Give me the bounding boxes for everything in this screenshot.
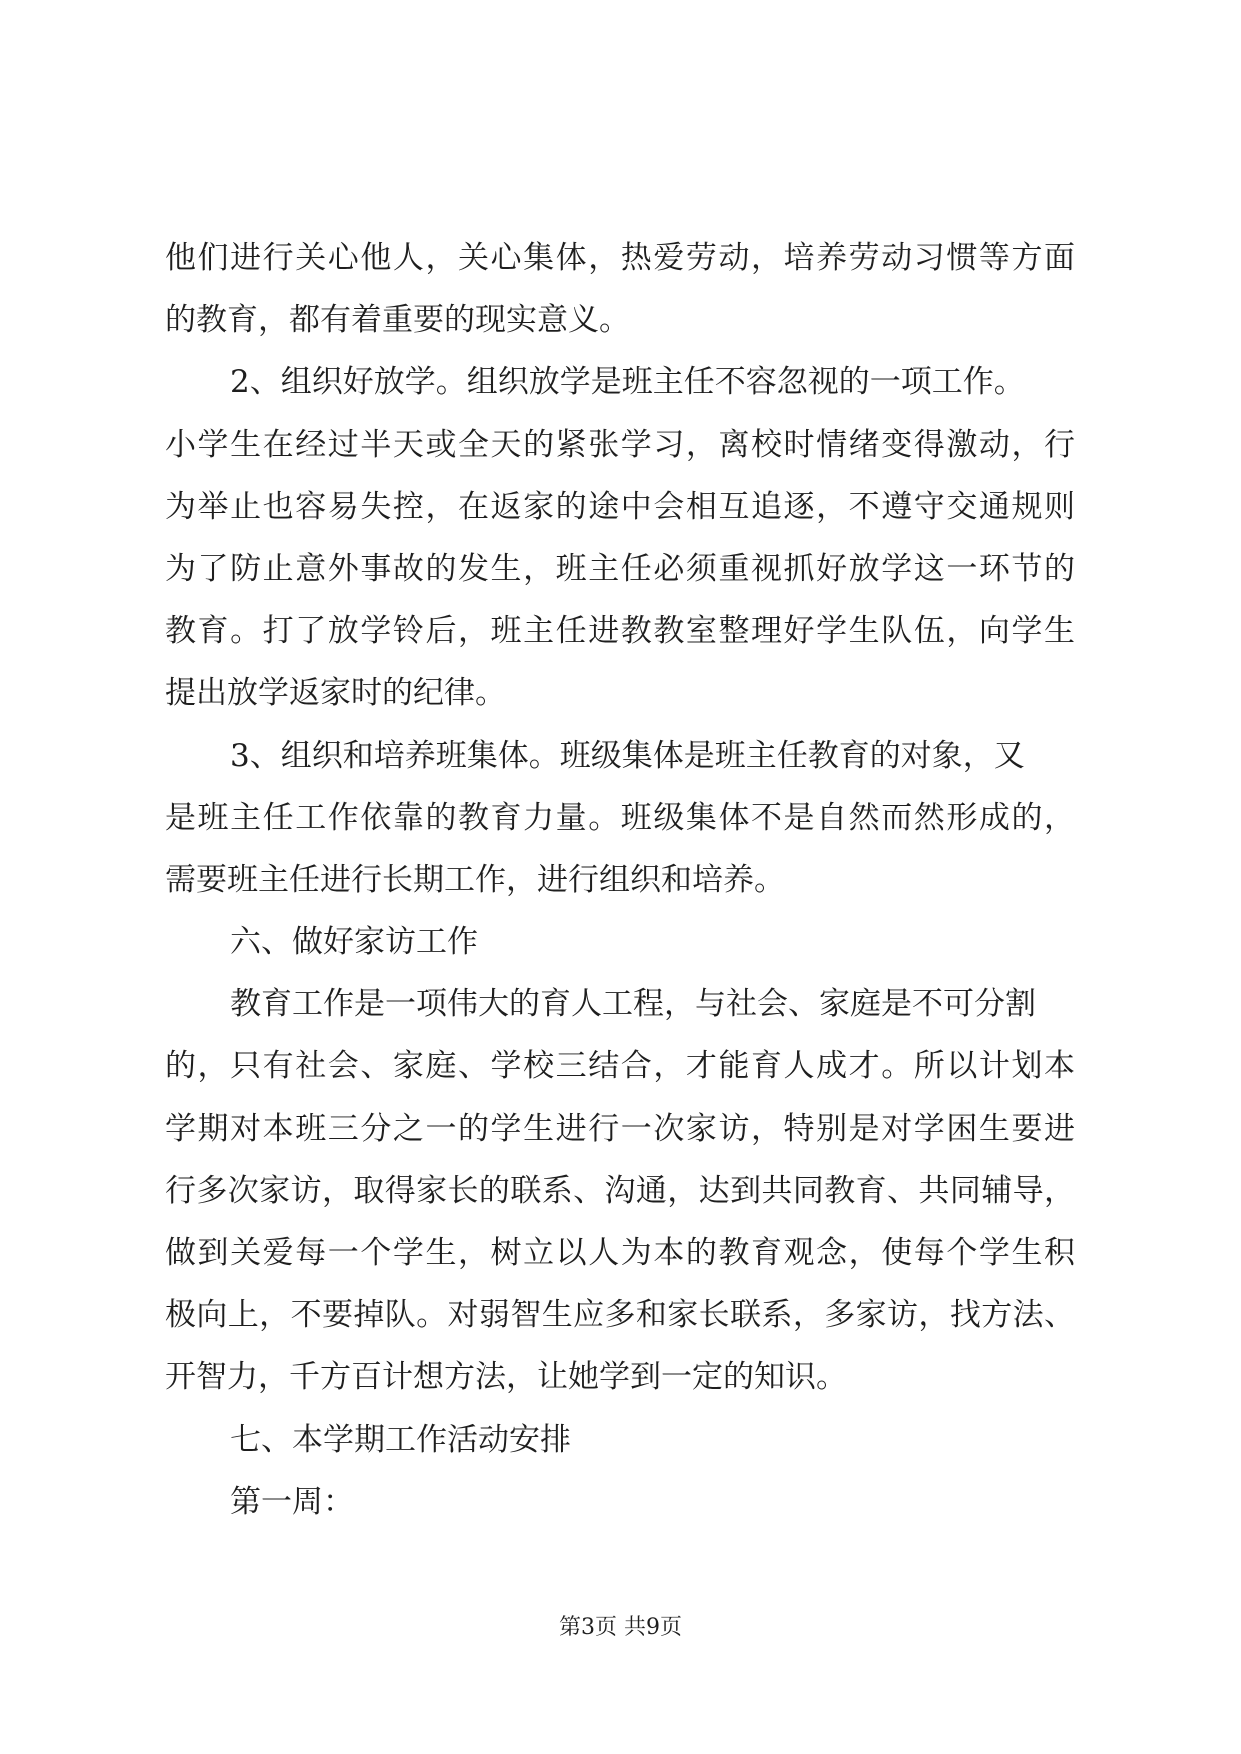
text-line: 的，只有社会、家庭、学校三结合，才能育人成才。所以计划本 (165, 1048, 1075, 1085)
paragraph (165, 725, 1075, 912)
section-heading-text: 七、本学期工作活动安排 (230, 1421, 571, 1458)
paragraph (165, 1471, 1075, 1533)
text-line: 教育工作是一项伟大的育人工程，与社会、家庭是不可分割 (230, 986, 1036, 1023)
text-line: 为举止也容易失控，在返家的途中会相互追逐，不遵守交通规则 (165, 488, 1075, 525)
section-heading (165, 911, 1075, 973)
section-heading (165, 1409, 1075, 1471)
text-line: 开智力，千方百计想方法，让她学到一定的知识。 (165, 1359, 847, 1396)
text-line: 学期对本班三分之一的学生进行一次家访，特别是对学困生要进 (165, 1110, 1075, 1147)
text-line: 小学生在经过半天或全天的紧张学习，离校时情绪变得激动，行 (165, 426, 1075, 463)
text-line: 做到关爱每一个学生，树立以人为本的教育观念，使每个学生积 (165, 1235, 1075, 1271)
text-line: 教育。打了放学铃后，班主任进教教室整理好学生队伍，向学生 (165, 613, 1075, 650)
text-line: 2、组织好放学。组织放学是班主任不容忽视的一项工作。 (230, 364, 1025, 401)
section-heading-text: 六、做好家访工作 (230, 924, 478, 961)
text-line: 是班主任工作依靠的教育力量。班级集体不是自然而然形成的， (165, 799, 1075, 836)
text-line: 的教育，都有着重要的现实意义。 (165, 302, 630, 339)
paragraph (165, 351, 1075, 724)
text-line: 极向上，不要掉队。对弱智生应多和家长联系，多家访，找方法、 (165, 1297, 1075, 1334)
paragraph (165, 973, 1075, 1408)
text-line: 需要班主任进行长期工作，进行组织和培养。 (165, 861, 785, 898)
text-line: 他们进行关心他人，关心集体，热爱劳动，培养劳动习惯等方面 (165, 240, 1075, 276)
text-line: 为了防止意外事故的发生，班主任必须重视抓好放学这一环节的 (165, 550, 1075, 587)
page-footer: 第3页 共9页 (559, 1615, 682, 1640)
text-line: 第一周： (230, 1483, 354, 1520)
text-line: 3、组织和培养班集体。班级集体是班主任教育的对象，又 (230, 737, 1025, 774)
text-line: 行多次家访，取得家长的联系、沟通，达到共同教育、共同辅导， (165, 1172, 1075, 1209)
paragraph (165, 227, 1075, 351)
document-body (165, 227, 1075, 1533)
text-line: 提出放学返家时的纪律。 (165, 675, 506, 712)
